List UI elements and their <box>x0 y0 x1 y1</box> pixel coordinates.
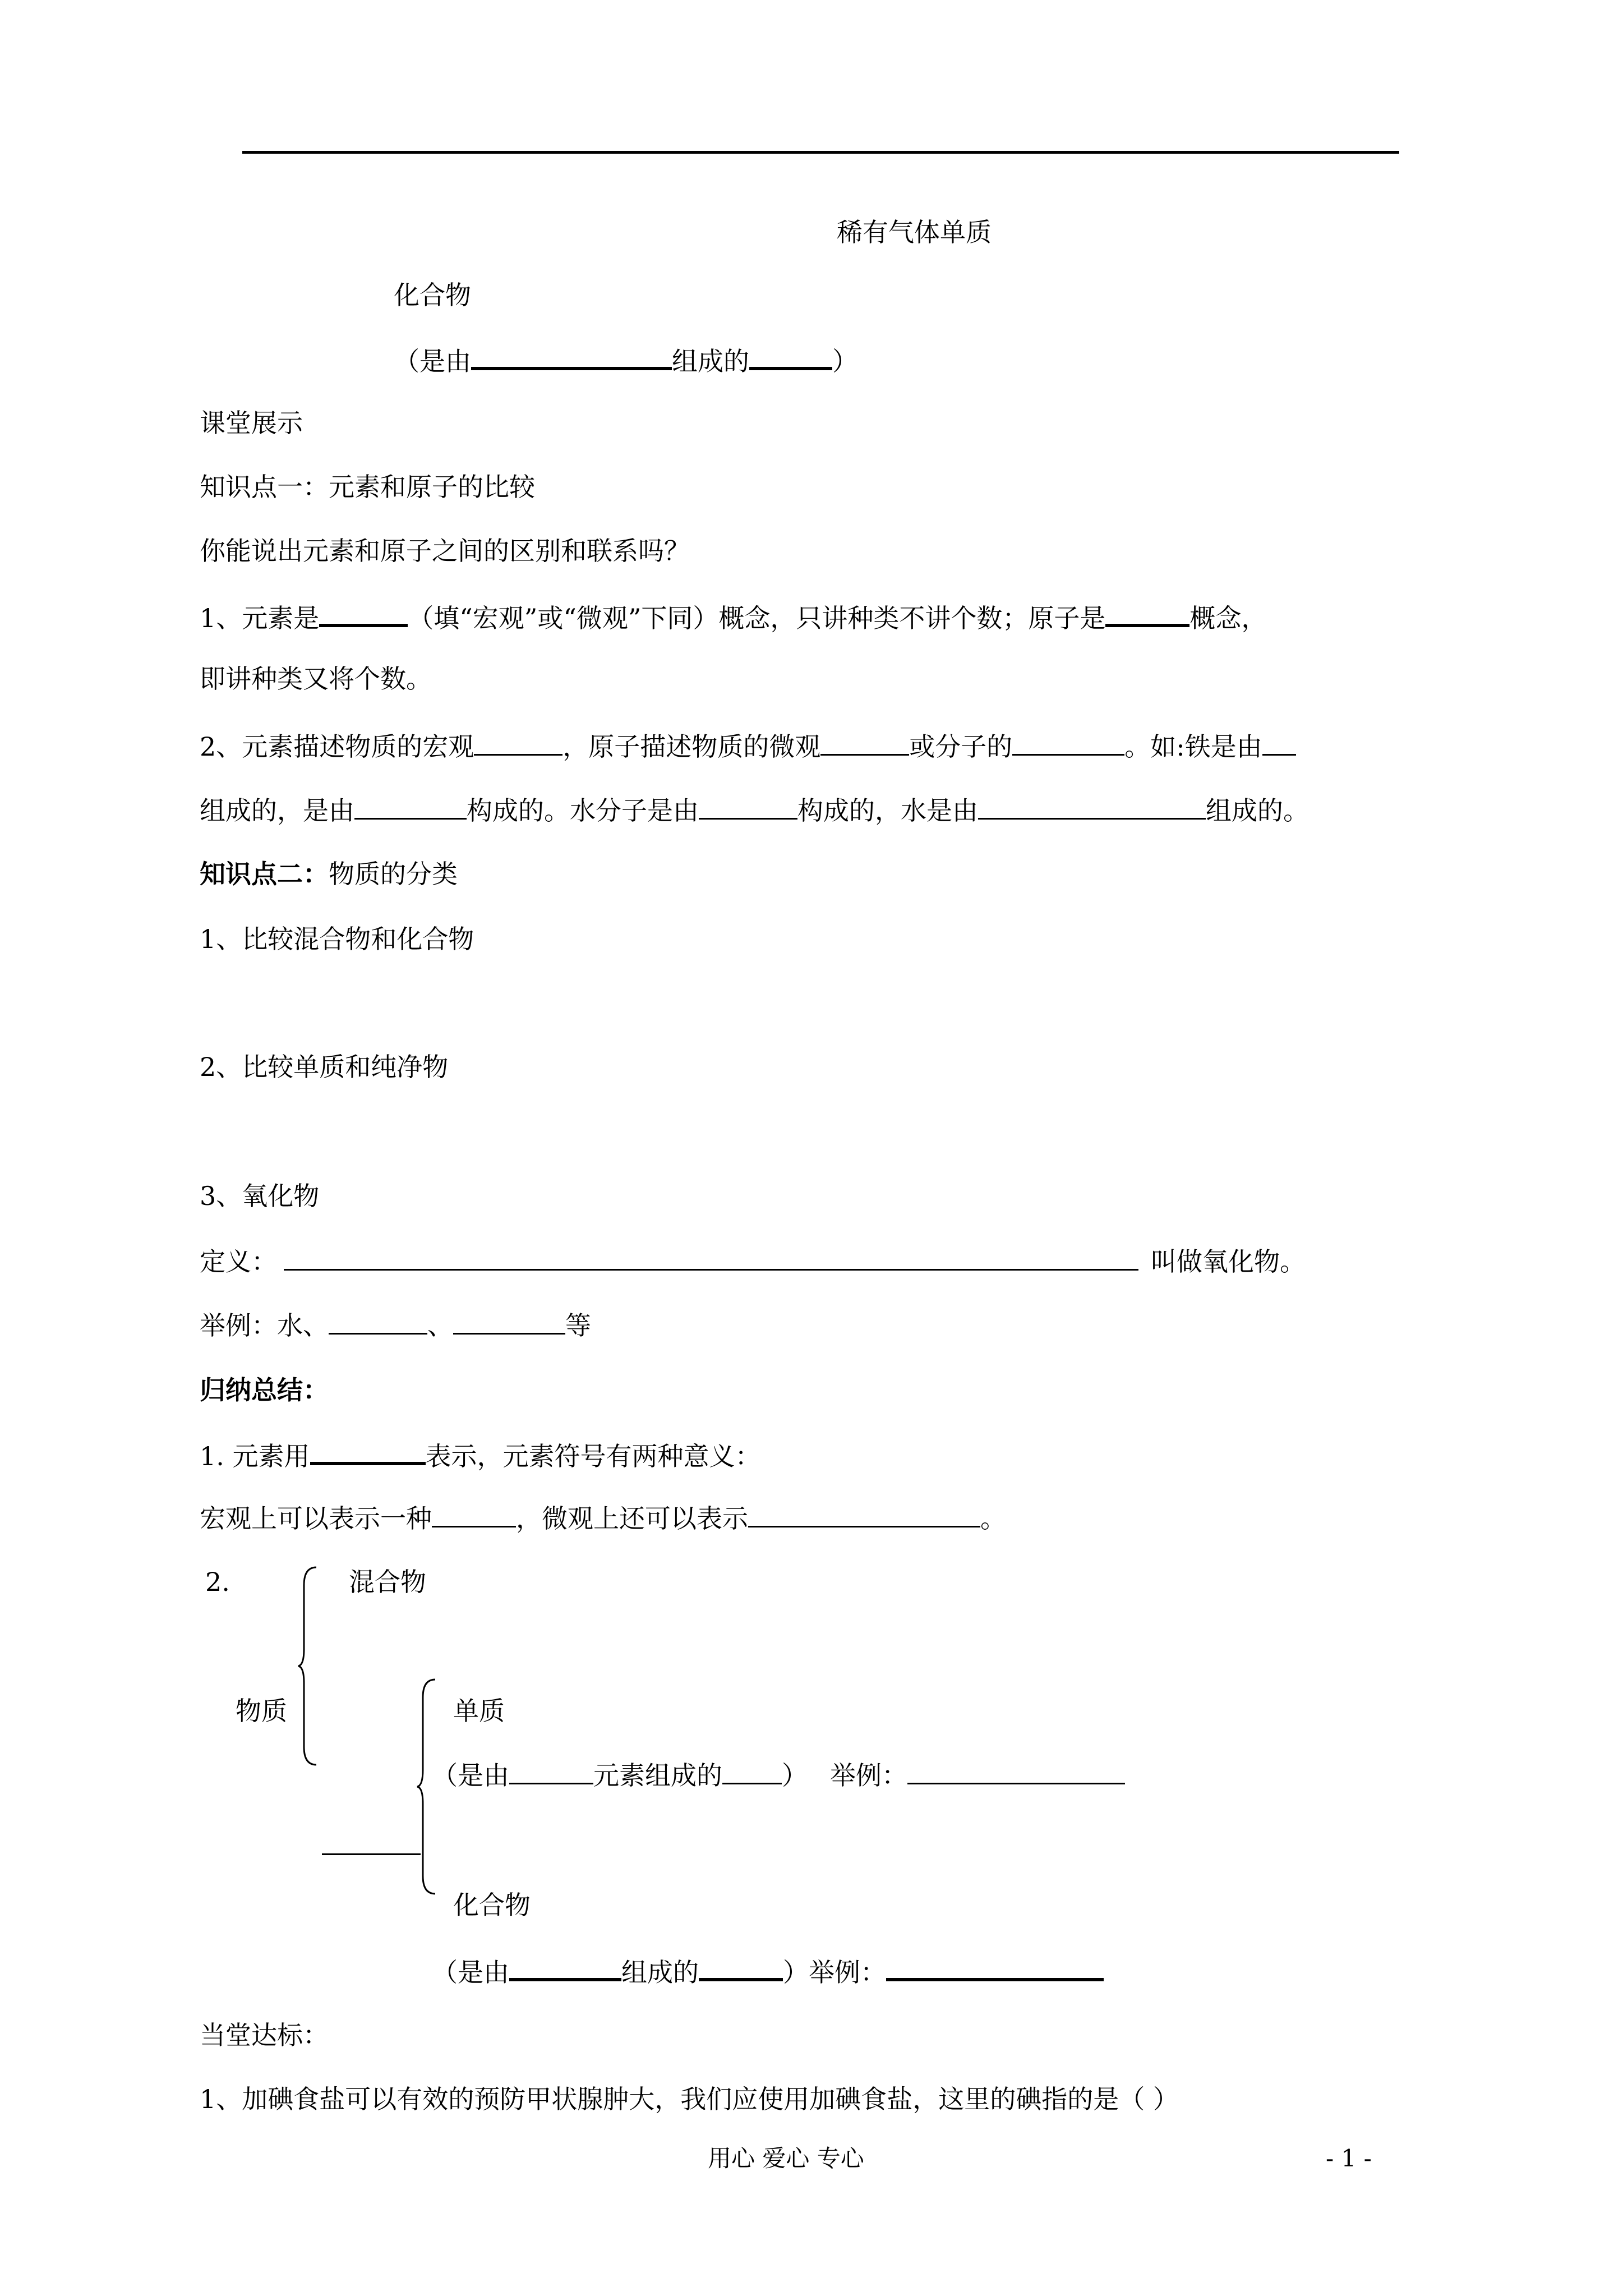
text: 举例：水、 <box>200 1310 329 1341</box>
outer-brace <box>296 1565 319 1767</box>
blank <box>284 1244 1138 1271</box>
practice-title: 当堂达标： <box>200 2020 329 2050</box>
blank <box>432 1501 516 1527</box>
k1-paragraph-2 <box>200 729 1296 763</box>
text: （是由 <box>394 346 471 376</box>
blank <box>354 793 467 820</box>
item-2-number: 2. <box>205 1567 230 1597</box>
blank <box>907 1758 1125 1784</box>
rare-gas-label: 稀有气体单质 <box>837 217 992 247</box>
item-2: 2、比较单质和纯净物 <box>200 1052 449 1082</box>
text: 1、元素是 <box>200 603 320 633</box>
footer-slogan: 用心 爱心 专心 <box>708 2145 864 2172</box>
k1-paragraph-2-cont <box>200 793 1309 827</box>
text: 物质的分类 <box>329 859 458 889</box>
text: ） <box>782 1760 808 1791</box>
k1-paragraph-1 <box>200 599 1267 635</box>
pure-substance-blank <box>322 1853 421 1855</box>
text: 构成的。水分子是由 <box>467 795 699 826</box>
text: （填“宏观”或“微观”下同）概念，只讲种类不讲个数；原子是 <box>408 603 1106 633</box>
blank <box>474 729 562 756</box>
k1-paragraph-1-cont: 即讲种类又将个数。 <box>200 664 432 694</box>
text: 概念， <box>1189 603 1267 633</box>
blank <box>1262 729 1296 756</box>
text: 叫做氧化物。 <box>1151 1246 1306 1277</box>
element-substance-label: 单质 <box>453 1696 505 1726</box>
practice-question-1: 1、加碘食盐可以有效的预防甲状腺肿大，我们应使用加碘食盐，这里的碘指的是（ ） <box>200 2084 1179 2114</box>
question-text: 你能说出元素和原子之间的区别和联系吗？ <box>200 536 690 566</box>
text: ）举例： <box>783 1957 886 1987</box>
text: （是由 <box>432 1760 509 1791</box>
text: 表示，元素符号有两种意义： <box>425 1441 761 1471</box>
item-3: 3、氧化物 <box>200 1181 320 1211</box>
mixture-label: 混合物 <box>349 1567 426 1597</box>
text: 宏观上可以表示一种 <box>200 1503 432 1534</box>
text: 组成的，是由 <box>200 795 354 826</box>
blank <box>319 599 408 627</box>
text: 等 <box>565 1310 591 1341</box>
text: 元素组成的 <box>593 1760 722 1791</box>
text: 1. 元素用 <box>200 1441 310 1471</box>
text: 定义： <box>200 1246 277 1277</box>
summary-2 <box>200 1501 1006 1535</box>
text: 。如:铁是由 <box>1124 731 1262 762</box>
element-substance-line <box>432 1758 1125 1792</box>
summary-title: 归纳总结： <box>200 1375 329 1405</box>
blank <box>699 1953 783 1981</box>
blank <box>453 1308 565 1335</box>
page-number: - 1 - <box>1326 2145 1372 2172</box>
knowledge-point-2-title <box>200 857 458 891</box>
text: 组成的 <box>621 1957 699 1987</box>
compound-substance-label: 化合物 <box>453 1890 531 1920</box>
text: （是由 <box>432 1957 509 1987</box>
text: ，微观上还可以表示 <box>516 1503 748 1534</box>
compound-definition-line <box>394 342 858 378</box>
blank <box>699 793 797 820</box>
text: 、 <box>427 1310 453 1341</box>
oxide-examples <box>200 1308 591 1342</box>
blank <box>748 1501 980 1527</box>
compound-substance-line <box>432 1953 1104 1989</box>
text: ，原子描述物质的微观 <box>562 731 821 762</box>
text: 或分子的 <box>909 731 1013 762</box>
substance-label: 物质 <box>236 1696 287 1726</box>
blank <box>978 793 1206 820</box>
blank <box>722 1758 782 1784</box>
summary-1 <box>200 1437 761 1473</box>
section-class-display: 课堂展示 <box>200 408 303 438</box>
header-rule <box>242 151 1399 154</box>
text: 知识点二： <box>200 859 329 889</box>
text: 组成的 <box>672 346 749 376</box>
knowledge-point-1-title: 知识点一：元素和原子的比较 <box>200 472 535 502</box>
item-1: 1、比较混合物和化合物 <box>200 924 474 954</box>
blank <box>820 729 909 756</box>
text: 组成的。 <box>1206 795 1309 826</box>
text: 构成的，水是由 <box>797 795 978 826</box>
text: 2、元素描述物质的宏观 <box>200 731 474 762</box>
blank <box>310 1437 426 1465</box>
text: 举例： <box>830 1760 907 1791</box>
blank <box>1105 599 1189 627</box>
compound-label: 化合物 <box>394 280 471 310</box>
oxide-definition <box>200 1244 1306 1278</box>
blank <box>471 342 672 370</box>
blank <box>329 1308 427 1335</box>
text: ） <box>832 346 858 376</box>
text: 。 <box>980 1503 1006 1534</box>
blank <box>509 1758 593 1784</box>
blank <box>749 342 832 370</box>
blank <box>509 1953 621 1981</box>
blank <box>886 1953 1104 1981</box>
blank <box>1012 729 1124 756</box>
